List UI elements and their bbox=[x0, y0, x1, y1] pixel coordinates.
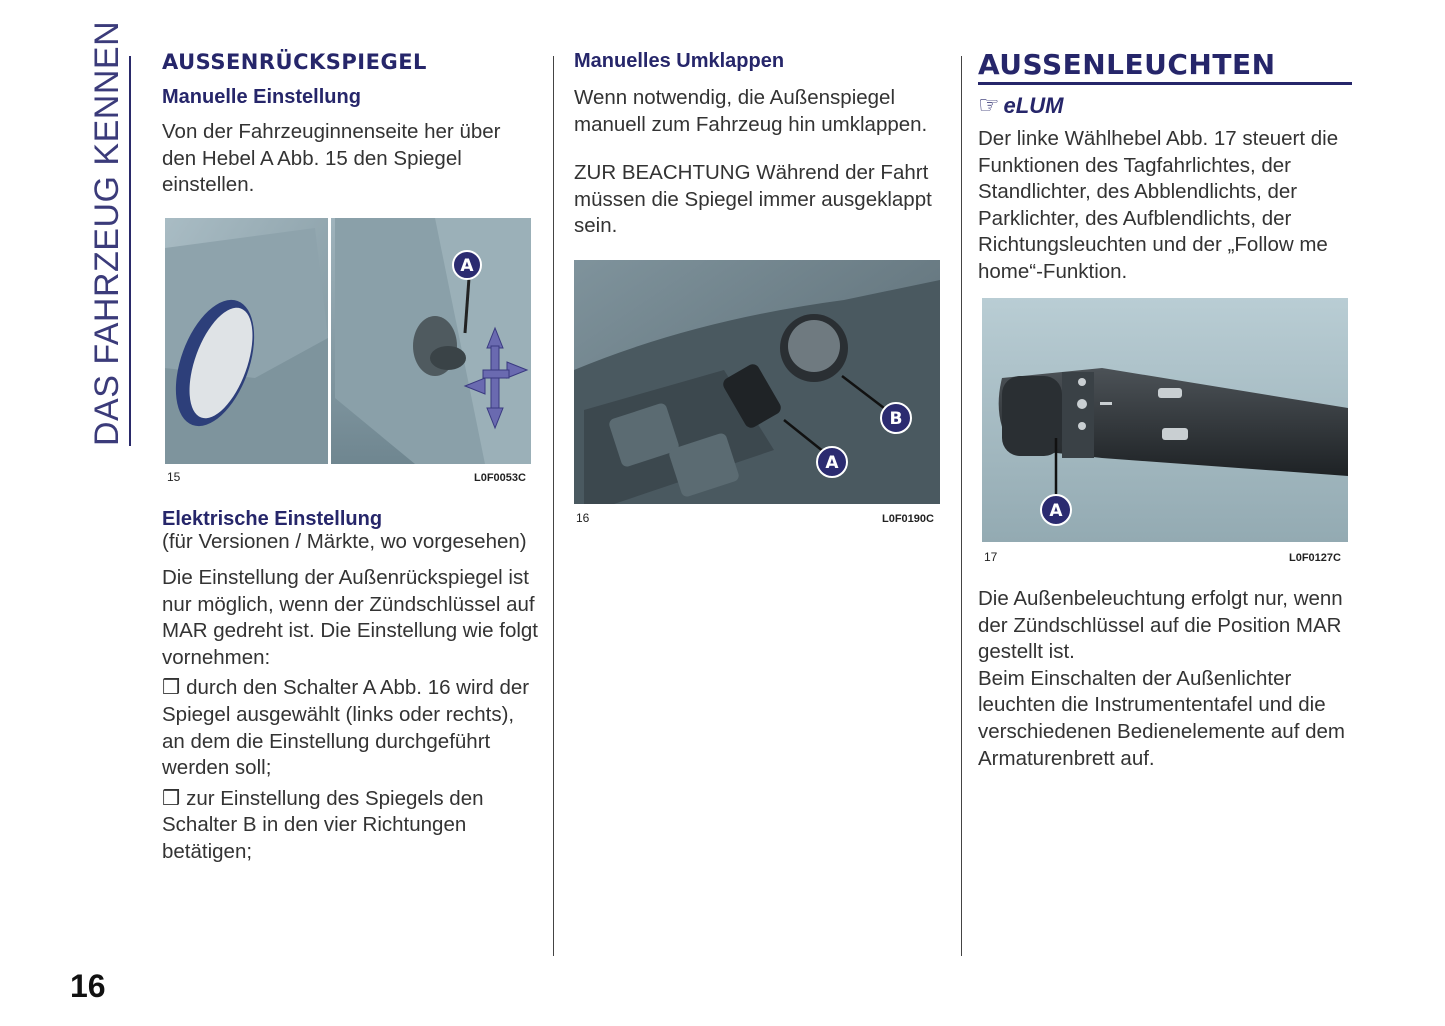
column-electric bbox=[162, 508, 542, 866]
manual-adjust-text: Von der Fahrzeuginnenseite her über den Hebel A Abb. 15 den Spiegel einstellen. bbox=[162, 120, 501, 197]
column-lights bbox=[978, 48, 1353, 286]
light-stalk-illustration bbox=[982, 298, 1348, 542]
figure-16-code: L0F0190C bbox=[882, 513, 934, 525]
figure-15-mirror bbox=[165, 218, 531, 464]
figure-16-number: 16 bbox=[576, 511, 590, 525]
mirror-illustration bbox=[165, 218, 531, 464]
figure-17-stalk bbox=[982, 298, 1348, 542]
elum-indicator bbox=[978, 91, 1353, 120]
page-number: 16 bbox=[70, 968, 106, 1004]
figure-17-label-a: A bbox=[1049, 501, 1063, 521]
lights-text-2: Beim Einschalten der Außenlichter leuchten die Instrumententafel und die verschiedenen Bedienelemente auf dem Armaturenbrett auf. bbox=[978, 666, 1345, 770]
sidebar-divider bbox=[129, 56, 131, 446]
elum-label: eLUM bbox=[1003, 92, 1064, 118]
section-title-vertical: DAS FAHRZEUG KENNEN bbox=[88, 20, 126, 446]
column-folding bbox=[574, 48, 944, 240]
switch-panel-illustration bbox=[574, 260, 940, 504]
column-lights-lower bbox=[978, 586, 1353, 772]
lights-intro: Der linke Wählhebel Abb. 17 steuert die Funktionen des Tagfahrlichtes, der Standlichter, des Abblendlichts, der Parklichter, des Aufblendlichts, der Richtungsleuchten und der „Follow me home“-Funktion. bbox=[978, 127, 1339, 283]
figure-16-label-a: A bbox=[825, 453, 839, 473]
folding-warning: ZUR BEACHTUNG Während der Fahrt müssen die Spiegel immer ausgeklappt sein. bbox=[574, 161, 932, 238]
bullet-1: ❒ durch den Schalter A Abb. 16 wird der Spiegel ausgewählt (links oder rechts), an dem die Einstellung durchgeführt werden soll; bbox=[162, 676, 530, 780]
heading-aussenrueckspiegel: AUSSENRÜCKSPIEGEL bbox=[162, 50, 427, 74]
figure-15-label-a: A bbox=[460, 256, 474, 276]
figure-16-switches bbox=[574, 260, 940, 504]
folding-text: Wenn notwendig, die Außenspiegel manuell zum Fahrzeug hin umklappen. bbox=[574, 86, 928, 136]
column-divider-2 bbox=[961, 56, 962, 956]
figure-17-code: L0F0127C bbox=[1289, 552, 1341, 564]
column-mirrors bbox=[162, 48, 540, 199]
electric-text: Die Einstellung der Außenrückspiegel ist nur möglich, wenn der Zündschlüssel auf MAR gedreht ist. Die Einstellung wie folgt vornehmen: bbox=[162, 566, 539, 669]
lights-text-1: Die Außenbeleuchtung erfolgt nur, wenn der Zündschlüssel auf die Position MAR gestellt ist. bbox=[978, 587, 1343, 664]
heading-manuelles-umklappen: Manuelles Umklappen bbox=[574, 50, 785, 72]
bullet-2: ❒ zur Einstellung des Spiegels den Schalter B in den vier Richtungen betätigen; bbox=[162, 786, 484, 863]
figure-15-code: L0F0053C bbox=[474, 472, 526, 484]
pointing-hand-icon: ☞ bbox=[978, 92, 1000, 119]
figure-17-number: 17 bbox=[984, 550, 998, 564]
electric-note: (für Versionen / Märkte, wo vorgesehen) bbox=[162, 530, 527, 553]
column-divider-1 bbox=[553, 56, 554, 956]
figure-15-number: 15 bbox=[167, 470, 181, 484]
figure-16-label-b: B bbox=[889, 409, 903, 429]
heading-aussenleuchten: AUSSENLEUCHTEN bbox=[978, 48, 1276, 81]
heading-underline bbox=[978, 82, 1352, 85]
heading-elektrische-einstellung: Elektrische Einstellung bbox=[162, 508, 383, 530]
heading-manuelle-einstellung: Manuelle Einstellung bbox=[162, 86, 361, 108]
